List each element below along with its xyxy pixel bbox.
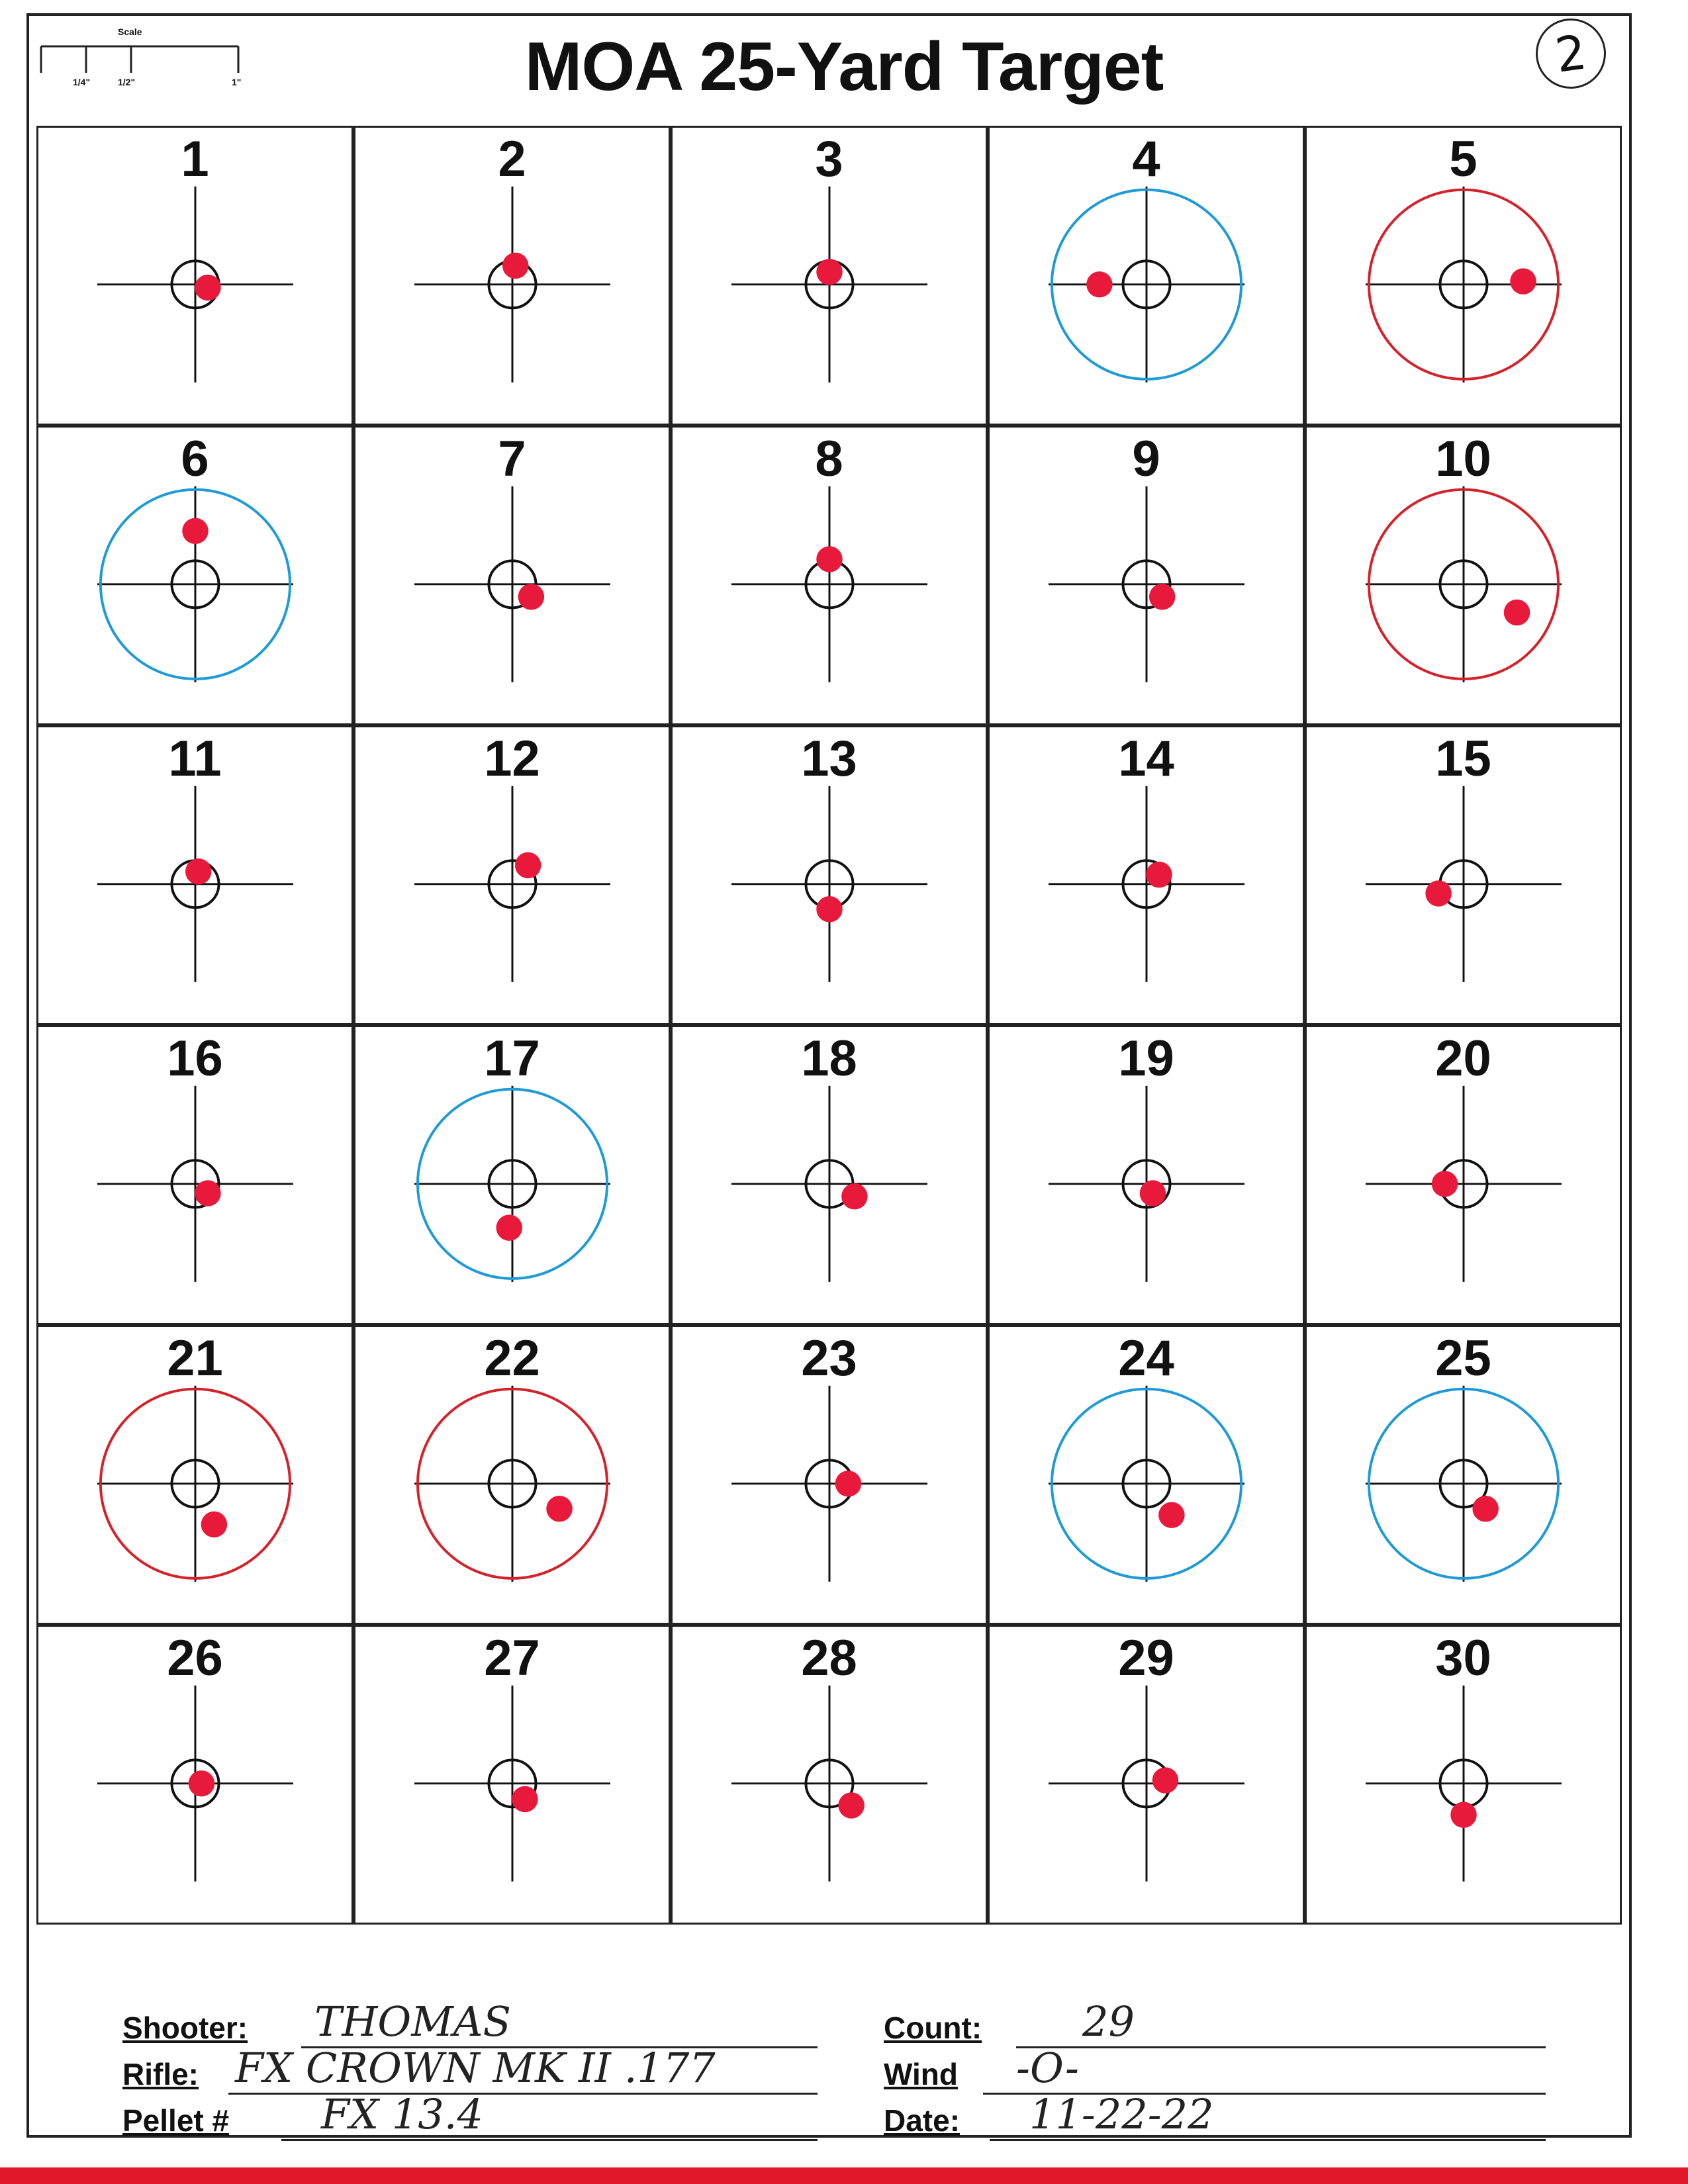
target-drawing — [673, 1627, 986, 1923]
target-drawing — [1307, 428, 1620, 723]
target-drawing — [355, 428, 669, 723]
target-number: 15 — [1435, 731, 1491, 787]
target-drawing — [355, 1027, 669, 1323]
shot-hole — [835, 1471, 861, 1496]
count-value: 29 — [1082, 1997, 1135, 2046]
count-label: Count: — [884, 2011, 982, 2045]
target-drawing — [1307, 128, 1620, 424]
shot-hole — [1152, 1767, 1178, 1793]
target-drawing — [1307, 1327, 1620, 1623]
target-number: 9 — [1132, 431, 1160, 487]
rifle-label: Rifle: — [122, 2057, 199, 2091]
shot-hole — [1425, 880, 1451, 906]
date-label: Date: — [884, 2103, 961, 2138]
shot-hole — [201, 1512, 227, 1537]
target-drawing — [990, 128, 1303, 424]
target-cell — [36, 725, 353, 1025]
shot-hole — [518, 584, 544, 610]
page-number-mark: 2 — [1531, 14, 1611, 93]
target-number: 10 — [1435, 431, 1491, 487]
target-cell — [671, 1625, 988, 1925]
target-number: 28 — [801, 1630, 857, 1686]
scale-mark-half: 1/2" — [118, 77, 136, 87]
date-line — [990, 2139, 1546, 2141]
shot-hole — [1450, 1801, 1476, 1827]
target-drawing — [990, 1027, 1303, 1323]
target-cell — [353, 725, 671, 1025]
target-number: 26 — [167, 1630, 223, 1686]
target-number: 21 — [167, 1330, 223, 1387]
target-number: 29 — [1118, 1630, 1174, 1686]
target-drawing — [990, 1627, 1303, 1923]
target-number: 23 — [801, 1330, 857, 1387]
target-number: 8 — [815, 431, 843, 487]
target-cell — [36, 1025, 353, 1325]
target-number: 22 — [484, 1330, 540, 1387]
shooter-row — [122, 1995, 818, 2048]
target-grid — [36, 126, 1622, 1926]
target-drawing — [38, 1327, 352, 1623]
target-drawing — [990, 428, 1303, 723]
rifle-value: FX CROWN MK II .177 — [235, 2044, 716, 2092]
shot-hole — [189, 1770, 214, 1796]
scale-mark-quarter: 1/4" — [73, 77, 91, 87]
target-drawing — [355, 128, 669, 424]
shot-hole — [195, 1180, 220, 1206]
target-drawing — [990, 727, 1303, 1023]
target-cell — [671, 725, 988, 1025]
target-cell — [988, 1325, 1305, 1625]
target-drawing — [355, 1627, 669, 1923]
target-cell — [671, 1025, 988, 1325]
target-drawing — [38, 727, 352, 1023]
target-number: 19 — [1118, 1030, 1174, 1087]
page-title: MOA 25-Yard Target — [524, 28, 1164, 105]
target-cell — [353, 1025, 671, 1325]
target-cell — [36, 426, 353, 725]
shot-hole — [1432, 1171, 1458, 1197]
target-drawing — [673, 1327, 986, 1623]
target-cell — [353, 1325, 671, 1625]
wind-value: -O- — [1016, 2044, 1079, 2092]
shot-hole — [1504, 600, 1530, 625]
target-cell — [671, 1325, 988, 1625]
shot-hole — [512, 1786, 538, 1812]
target-cell — [1305, 1025, 1622, 1325]
target-drawing — [1307, 1027, 1620, 1323]
target-cell — [988, 725, 1305, 1025]
target-number: 12 — [484, 731, 540, 787]
pellet-label: Pellet # — [122, 2103, 230, 2138]
target-number: 14 — [1118, 731, 1174, 787]
shot-hole — [1510, 268, 1536, 294]
target-number: 25 — [1435, 1330, 1491, 1387]
target-number: 2 — [498, 131, 526, 187]
scale-label: Scale — [118, 26, 142, 37]
target-drawing — [38, 128, 352, 424]
target-cell — [1305, 1625, 1622, 1925]
target-drawing — [38, 1627, 352, 1923]
target-cell — [1305, 126, 1622, 426]
shot-hole — [496, 1214, 522, 1240]
target-number: 17 — [484, 1030, 540, 1087]
shot-hole — [816, 896, 842, 922]
shot-hole — [1086, 271, 1112, 297]
target-number: 1 — [181, 131, 209, 187]
target-number: 6 — [181, 431, 209, 487]
target-cell — [353, 126, 671, 426]
shot-hole — [1149, 584, 1175, 610]
shot-hole — [185, 858, 211, 884]
target-drawing — [673, 1027, 986, 1323]
shot-hole — [1472, 1496, 1498, 1522]
target-cell — [671, 126, 988, 426]
scale-mark-one: 1" — [232, 77, 242, 87]
shot-hole — [502, 253, 528, 279]
target-number: 11 — [168, 731, 222, 787]
target-number: 4 — [1132, 131, 1160, 187]
target-cell — [36, 1625, 353, 1925]
pellet-value: FX 13.4 — [321, 2090, 483, 2138]
target-cell — [1305, 1325, 1622, 1625]
target-cell — [988, 126, 1305, 426]
target-drawing — [355, 1327, 669, 1623]
target-number: 30 — [1435, 1630, 1491, 1686]
target-drawing — [38, 428, 352, 723]
shot-hole — [546, 1496, 572, 1522]
date-row — [884, 2088, 1579, 2141]
target-cell — [988, 426, 1305, 725]
target-number: 5 — [1449, 131, 1477, 187]
wind-label: Wind — [884, 2057, 958, 2091]
pellet-line — [281, 2139, 818, 2141]
shot-hole — [816, 259, 842, 285]
target-cell — [988, 1025, 1305, 1325]
target-cell — [1305, 426, 1622, 725]
target-drawing — [1307, 1627, 1620, 1923]
target-drawing — [990, 1327, 1303, 1623]
shot-hole — [1140, 1180, 1166, 1206]
shot-hole — [1158, 1502, 1184, 1527]
target-drawing — [1307, 727, 1620, 1023]
target-cell — [671, 426, 988, 725]
wind-row — [884, 2042, 1579, 2095]
target-number: 18 — [801, 1030, 857, 1087]
shot-hole — [838, 1792, 864, 1818]
target-number: 27 — [484, 1630, 540, 1686]
shot-hole — [841, 1183, 867, 1209]
target-cell — [1305, 725, 1622, 1025]
rifle-row — [122, 2042, 818, 2095]
target-cell — [353, 1625, 671, 1925]
count-row — [884, 1995, 1579, 2048]
target-cell — [36, 126, 353, 426]
target-number: 3 — [815, 131, 843, 187]
shot-hole — [182, 518, 208, 544]
target-number: 24 — [1118, 1330, 1174, 1387]
bottom-color-strip — [0, 2167, 1688, 2184]
target-cell — [988, 1625, 1305, 1925]
pellet-row — [122, 2088, 818, 2141]
target-drawing — [673, 727, 986, 1023]
shooter-label: Shooter: — [122, 2011, 248, 2045]
target-drawing — [673, 428, 986, 723]
shot-hole — [515, 852, 541, 878]
target-cell — [353, 426, 671, 725]
date-value: 11-22-22 — [1029, 2090, 1214, 2138]
shooter-info-footer — [26, 1942, 1632, 2141]
target-drawing — [673, 128, 986, 424]
target-number: 16 — [167, 1030, 223, 1087]
shot-hole — [1146, 862, 1172, 887]
shot-hole — [816, 546, 842, 572]
target-number: 13 — [801, 731, 857, 787]
shot-hole — [195, 275, 220, 300]
target-cell — [36, 1325, 353, 1625]
target-drawing — [355, 727, 669, 1023]
target-drawing — [38, 1027, 352, 1323]
target-number: 20 — [1435, 1030, 1491, 1087]
target-number: 7 — [498, 431, 526, 487]
shooter-value: THOMAS — [314, 1997, 511, 2046]
